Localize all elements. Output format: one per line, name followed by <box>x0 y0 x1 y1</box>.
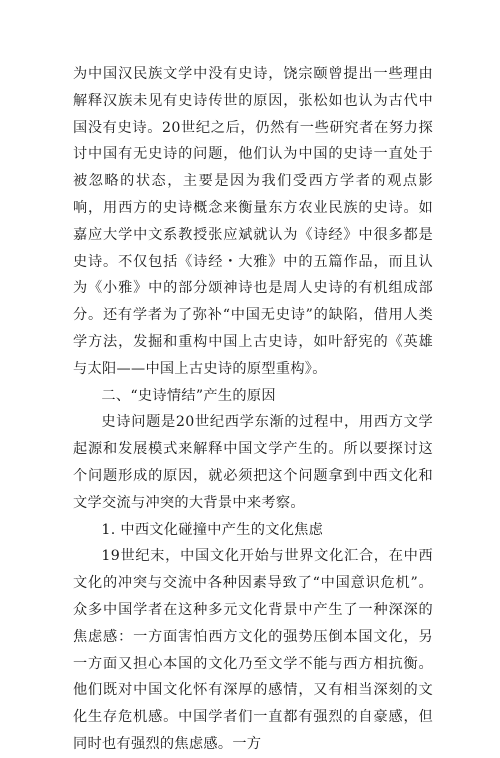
section-heading: 二、“史诗情结”产生的原因 <box>101 387 276 404</box>
body-text <box>73 61 433 758</box>
paragraph: 19世纪末，中国文化开始与世界文化汇合，在中西文化的冲突与交流中各种因素导致了“中国意识危机”。众多中国学者在这种多元文化背景中产生了一种深深的焦虑感：一方面害怕西方文化的强势压倒本国文化，另一方面又担心本国的文化乃至文学不能与西方相抗衡。他们既对中国文化怀有深厚的感情，又有相当深刻的文化生存危机感。中国学者们一直都有强烈的自豪感，但同时也有强烈的焦虑感。一方 <box>73 548 433 752</box>
paragraph: 史诗问题是20世纪西学东渐的过程中，用西方文学起源和发展模式来解释中国文学产生的。所以要探讨这个问题形成的原因，就必须把这个问题拿到中西文化和文学交流与冲突的大背景中来考察。 <box>73 414 433 511</box>
subsection-heading: 1. 中西文化碰撞中产生的文化焦虑 <box>101 521 324 538</box>
paragraph-continuation: 为中国汉民族文学中没有史诗，饶宗颐曾提出一些理由解释汉族未见有史诗传世的原因，张松如也认为古代中国没有史诗。20世纪之后，仍然有一些研究者在努力探讨中国有无史诗的问题，他们认为中国的史诗一直处于被忽略的状态，主要是因为我们受西方学者的观点影响，用西方的史诗概念来衡量东方农业民族的史诗。如嘉应大学中文系教授张应斌就认为《诗经》中很多都是史诗。不仅包括《诗经・大雅》中的五篇作品，而且认为《小雅》中的部分颂神诗也是周人史诗的有机组成部分。还有学者为了弥补“中国无史诗”的缺陷，借用人类学方法，发掘和重构中国上古史诗，如叶舒宪的《英雄与太阳——中国上古史诗的原型重构》。 <box>73 66 433 377</box>
